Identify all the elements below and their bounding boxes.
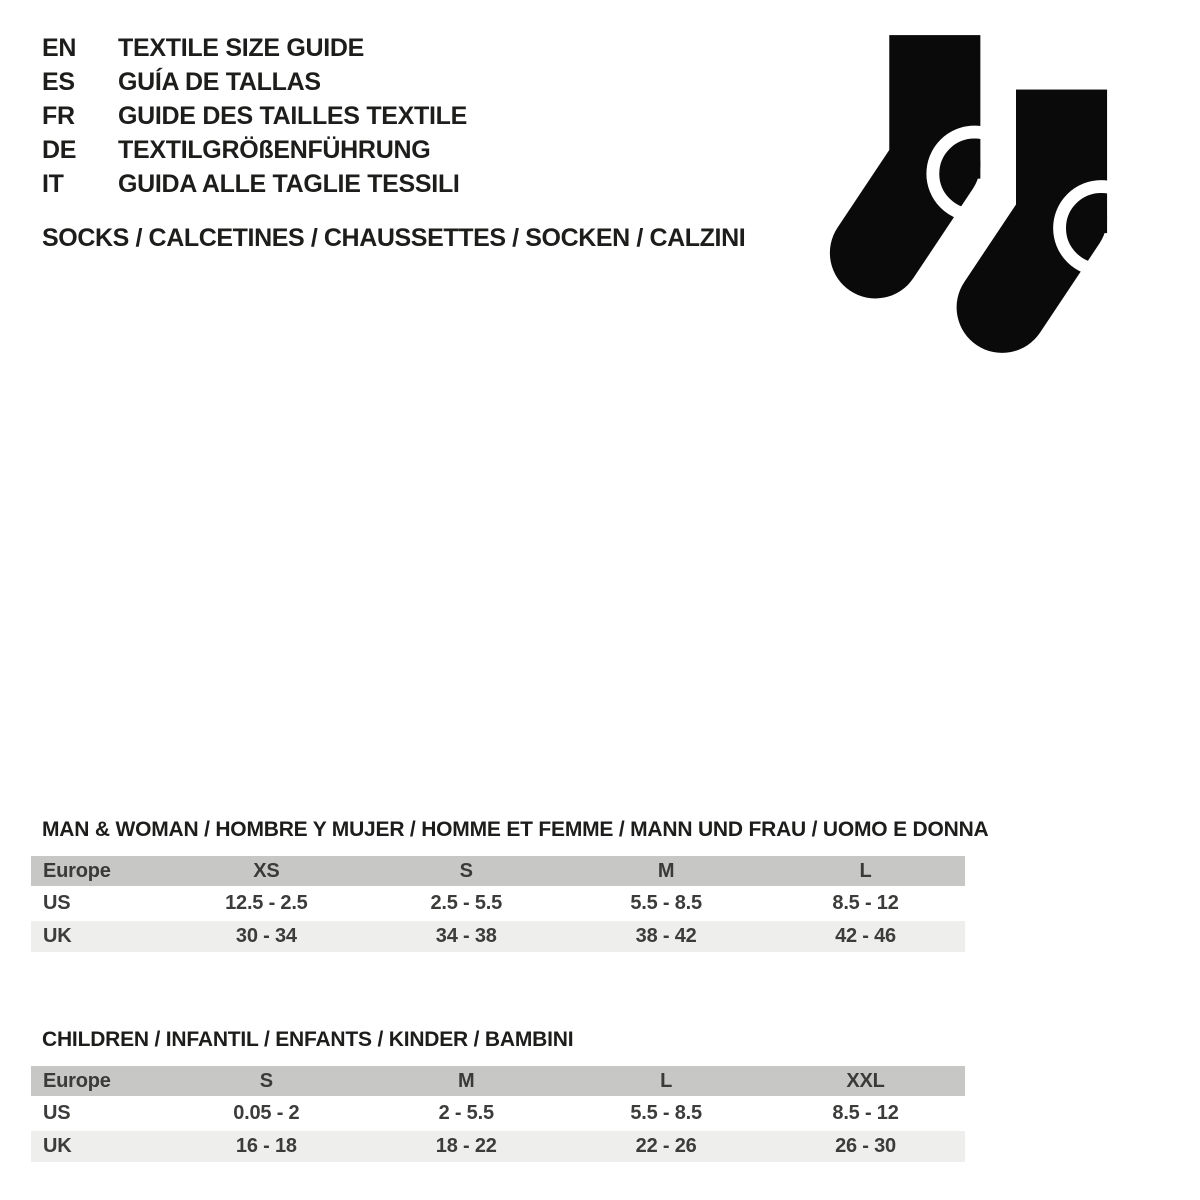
size-cell: 8.5 - 12 [832,1102,899,1124]
size-table-man-woman [31,856,965,954]
language-label: GUIDA ALLE TAGLIE TESSILI [118,170,460,198]
size-cell: 22 - 26 [635,1135,697,1157]
table-header-row [31,1066,965,1096]
language-row-es [42,65,467,99]
size-cell: 42 - 46 [835,925,896,947]
row-label: US [43,1102,71,1124]
size-cell: 26 - 30 [835,1135,896,1157]
column-header-size: L [859,860,872,882]
language-row-en [42,31,467,65]
size-cell: 34 - 38 [435,925,497,947]
column-header-size: XS [253,860,280,882]
size-cell: 18 - 22 [435,1135,497,1157]
size-cell: 5.5 - 8.5 [630,1102,702,1124]
language-row-it [42,167,467,201]
column-header-size: M [458,1070,475,1092]
language-list [42,31,467,201]
row-label: US [43,892,71,914]
table-title-man-woman: MAN & WOMAN / HOMBRE Y MUJER / HOMME ET FEMME / MANN UND FRAU / UOMO E DONNA [42,818,989,841]
column-header-region: Europe [43,1070,111,1092]
language-code: DE [42,136,77,164]
table-row-us [31,888,965,919]
socks-icon [818,30,1115,357]
product-category-line: SOCKS / CALCETINES / CHAUSSETTES / SOCKEN / CALZINI [42,224,746,252]
language-code: ES [42,68,75,96]
size-cell: 5.5 - 8.5 [630,892,702,914]
size-cell: 2.5 - 5.5 [430,892,503,914]
row-label: UK [43,1135,72,1157]
column-header-region: Europe [43,860,111,882]
language-label: TEXTILE SIZE GUIDE [118,34,365,62]
table-row-uk [31,1131,965,1162]
table-row-uk [31,921,965,952]
column-header-size: XXL [846,1070,885,1092]
language-code: IT [42,170,64,198]
table-header-row [31,856,965,886]
size-cell: 2 - 5.5 [438,1102,494,1124]
language-code: FR [42,102,75,130]
column-header-size: S [459,860,473,882]
language-code: EN [42,34,77,62]
table-title-children: CHILDREN / INFANTIL / ENFANTS / KINDER / BAMBINI [42,1028,574,1051]
language-label: GUIDE DES TAILLES TEXTILE [118,102,468,130]
size-cell: 16 - 18 [235,1135,297,1157]
language-row-de [42,133,467,167]
row-label: UK [43,925,72,947]
sock-left-shape [875,35,1016,253]
sock-right-shape [1002,90,1115,308]
size-cell: 8.5 - 12 [832,892,899,914]
table-row-us [31,1098,965,1129]
language-label: GUÍA DE TALLAS [118,68,321,96]
column-header-size: M [657,860,675,882]
language-row-fr [42,99,467,133]
language-label: TEXTILGRÖßENFÜHRUNG [118,136,431,164]
column-header-size: S [259,1070,273,1092]
size-cell: 12.5 - 2.5 [225,892,308,914]
size-cell: 38 - 42 [635,925,697,947]
size-cell: 0.05 - 2 [233,1102,300,1124]
size-table-children [31,1066,965,1164]
column-header-size: L [660,1070,673,1092]
size-cell: 30 - 34 [235,925,297,947]
